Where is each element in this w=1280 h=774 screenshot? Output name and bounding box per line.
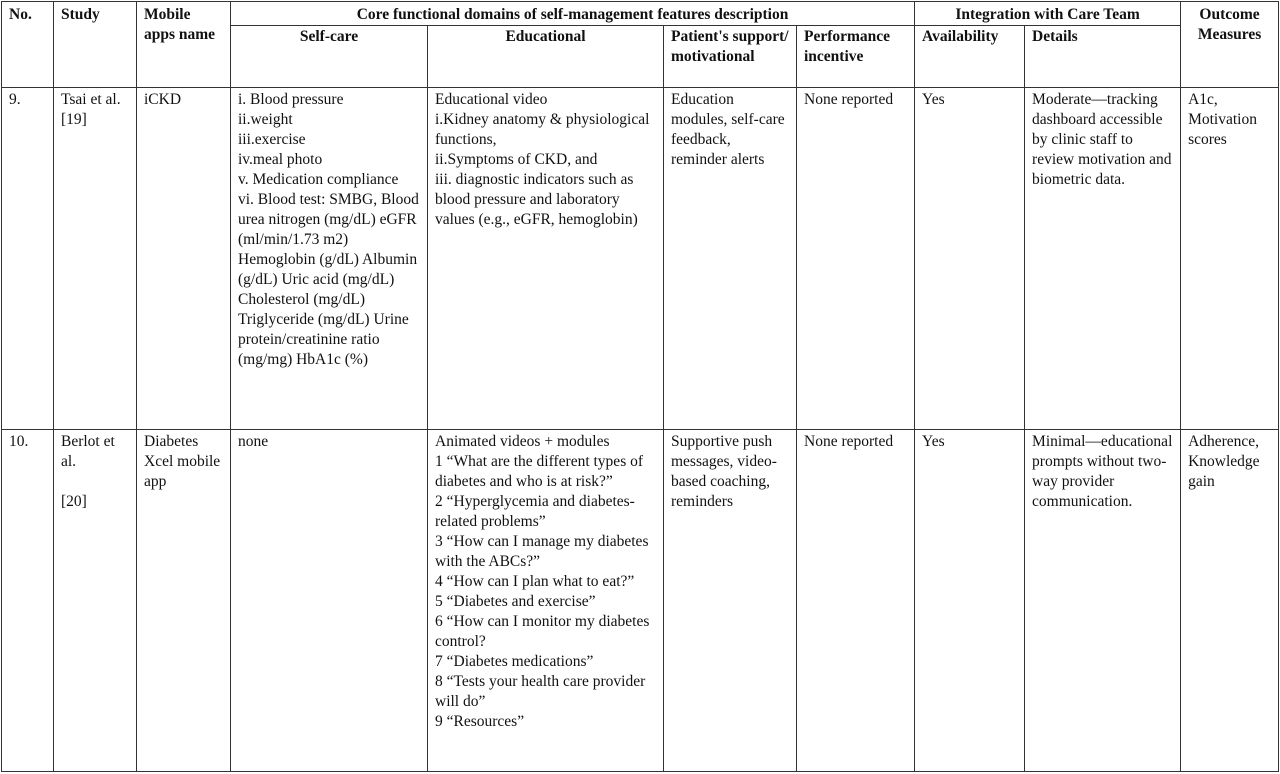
- cell-performance: None reported: [797, 88, 915, 430]
- study-name: Berlot et al.: [61, 433, 115, 470]
- col-header-performance: Performance incentive: [797, 26, 915, 88]
- table-row: [2, 88, 1279, 430]
- cell-app-name: Diabetes Xcel mobile app: [137, 430, 231, 772]
- col-header-no: No.: [2, 2, 54, 88]
- cell-line: v. Medication compliance: [238, 171, 399, 188]
- cell-line: i.Kidney anatomy & physiological functions,: [435, 111, 650, 148]
- cell-line: 1 “What are the different types of diabetes and who is at risk?”: [435, 453, 644, 490]
- cell-line: iii.exercise: [238, 131, 306, 148]
- cell-outcome: Adherence, Knowledge gain: [1181, 430, 1279, 772]
- col-group-core-domains: Core functional domains of self-management features description: [231, 2, 915, 26]
- cell-no: 9.: [2, 88, 54, 430]
- cell-line: vi. Blood test: SMBG, Blood urea nitrogen (mg/dL) eGFR (ml/min/1.73 m2) Hemoglobin (g/dL) Albumin (g/dL) Uric acid (mg/dL) Cholesterol (mg/dL) Triglyceride (mg/dL) Urine protein/creatinine ratio (mg/mg) HbA1c (%): [238, 191, 419, 368]
- study-reference: [20]: [61, 493, 87, 510]
- cell-line: iv.meal photo: [238, 151, 323, 168]
- cell-availability: Yes: [915, 88, 1025, 430]
- study-name: Tsai et al.: [61, 91, 121, 108]
- cell-line: Educational video: [435, 91, 548, 108]
- col-header-study: Study: [54, 2, 137, 88]
- cell-educational: [428, 430, 664, 772]
- cell-no: 10.: [2, 430, 54, 772]
- study-reference: [19]: [61, 111, 87, 128]
- header-row-1: [2, 2, 1279, 26]
- col-header-app-name: Mobile apps name: [137, 2, 231, 88]
- cell-line: 5 “Diabetes and exercise”: [435, 593, 596, 610]
- self-management-features-table: [1, 1, 1279, 772]
- table-row: [2, 430, 1279, 772]
- cell-line: ii.weight: [238, 111, 293, 128]
- col-header-support: Patient's support/ motivational: [664, 26, 797, 88]
- cell-line: Animated videos + modules: [435, 433, 610, 450]
- cell-study: [54, 88, 137, 430]
- cell-educational: [428, 88, 664, 430]
- cell-line: 3 “How can I manage my diabetes with the ABCs?”: [435, 533, 649, 570]
- cell-self-care: [231, 430, 428, 772]
- cell-performance: None reported: [797, 430, 915, 772]
- cell-support: Education modules, self-care feedback, reminder alerts: [664, 88, 797, 430]
- cell-line: 9 “Resources”: [435, 713, 525, 730]
- cell-line: 4 “How can I plan what to eat?”: [435, 573, 635, 590]
- col-header-educational: Educational: [428, 26, 664, 88]
- cell-line: ii.Symptoms of CKD, and: [435, 151, 598, 168]
- cell-availability: Yes: [915, 430, 1025, 772]
- cell-study: [54, 430, 137, 772]
- cell-details: Minimal—educational prompts without two-way provider communication.: [1025, 430, 1181, 772]
- col-group-integration: Integration with Care Team: [915, 2, 1181, 26]
- cell-app-name: iCKD: [137, 88, 231, 430]
- cell-details: Moderate—tracking dashboard accessible by clinic staff to review motivation and biometric data.: [1025, 88, 1181, 430]
- cell-line: 7 “Diabetes medications”: [435, 653, 594, 670]
- cell-line: iii. diagnostic indicators such as blood pressure and laboratory values (e.g., eGFR, hemoglobin): [435, 171, 638, 228]
- col-header-details: Details: [1025, 26, 1181, 88]
- cell-support: Supportive push messages, video-based coaching, reminders: [664, 430, 797, 772]
- cell-line: 8 “Tests your health care provider will do”: [435, 673, 646, 710]
- cell-line: i. Blood pressure: [238, 91, 344, 108]
- col-header-self-care: Self-care: [231, 26, 428, 88]
- cell-self-care: [231, 88, 428, 430]
- cell-outcome: A1c, Motivation scores: [1181, 88, 1279, 430]
- cell-line: 2 “Hyperglycemia and diabetes-related problems”: [435, 493, 635, 530]
- col-header-outcome: Outcome Measures: [1181, 2, 1279, 88]
- cell-line: none: [238, 433, 269, 450]
- col-header-availability: Availability: [915, 26, 1025, 88]
- cell-line: 6 “How can I monitor my diabetes control?: [435, 613, 650, 650]
